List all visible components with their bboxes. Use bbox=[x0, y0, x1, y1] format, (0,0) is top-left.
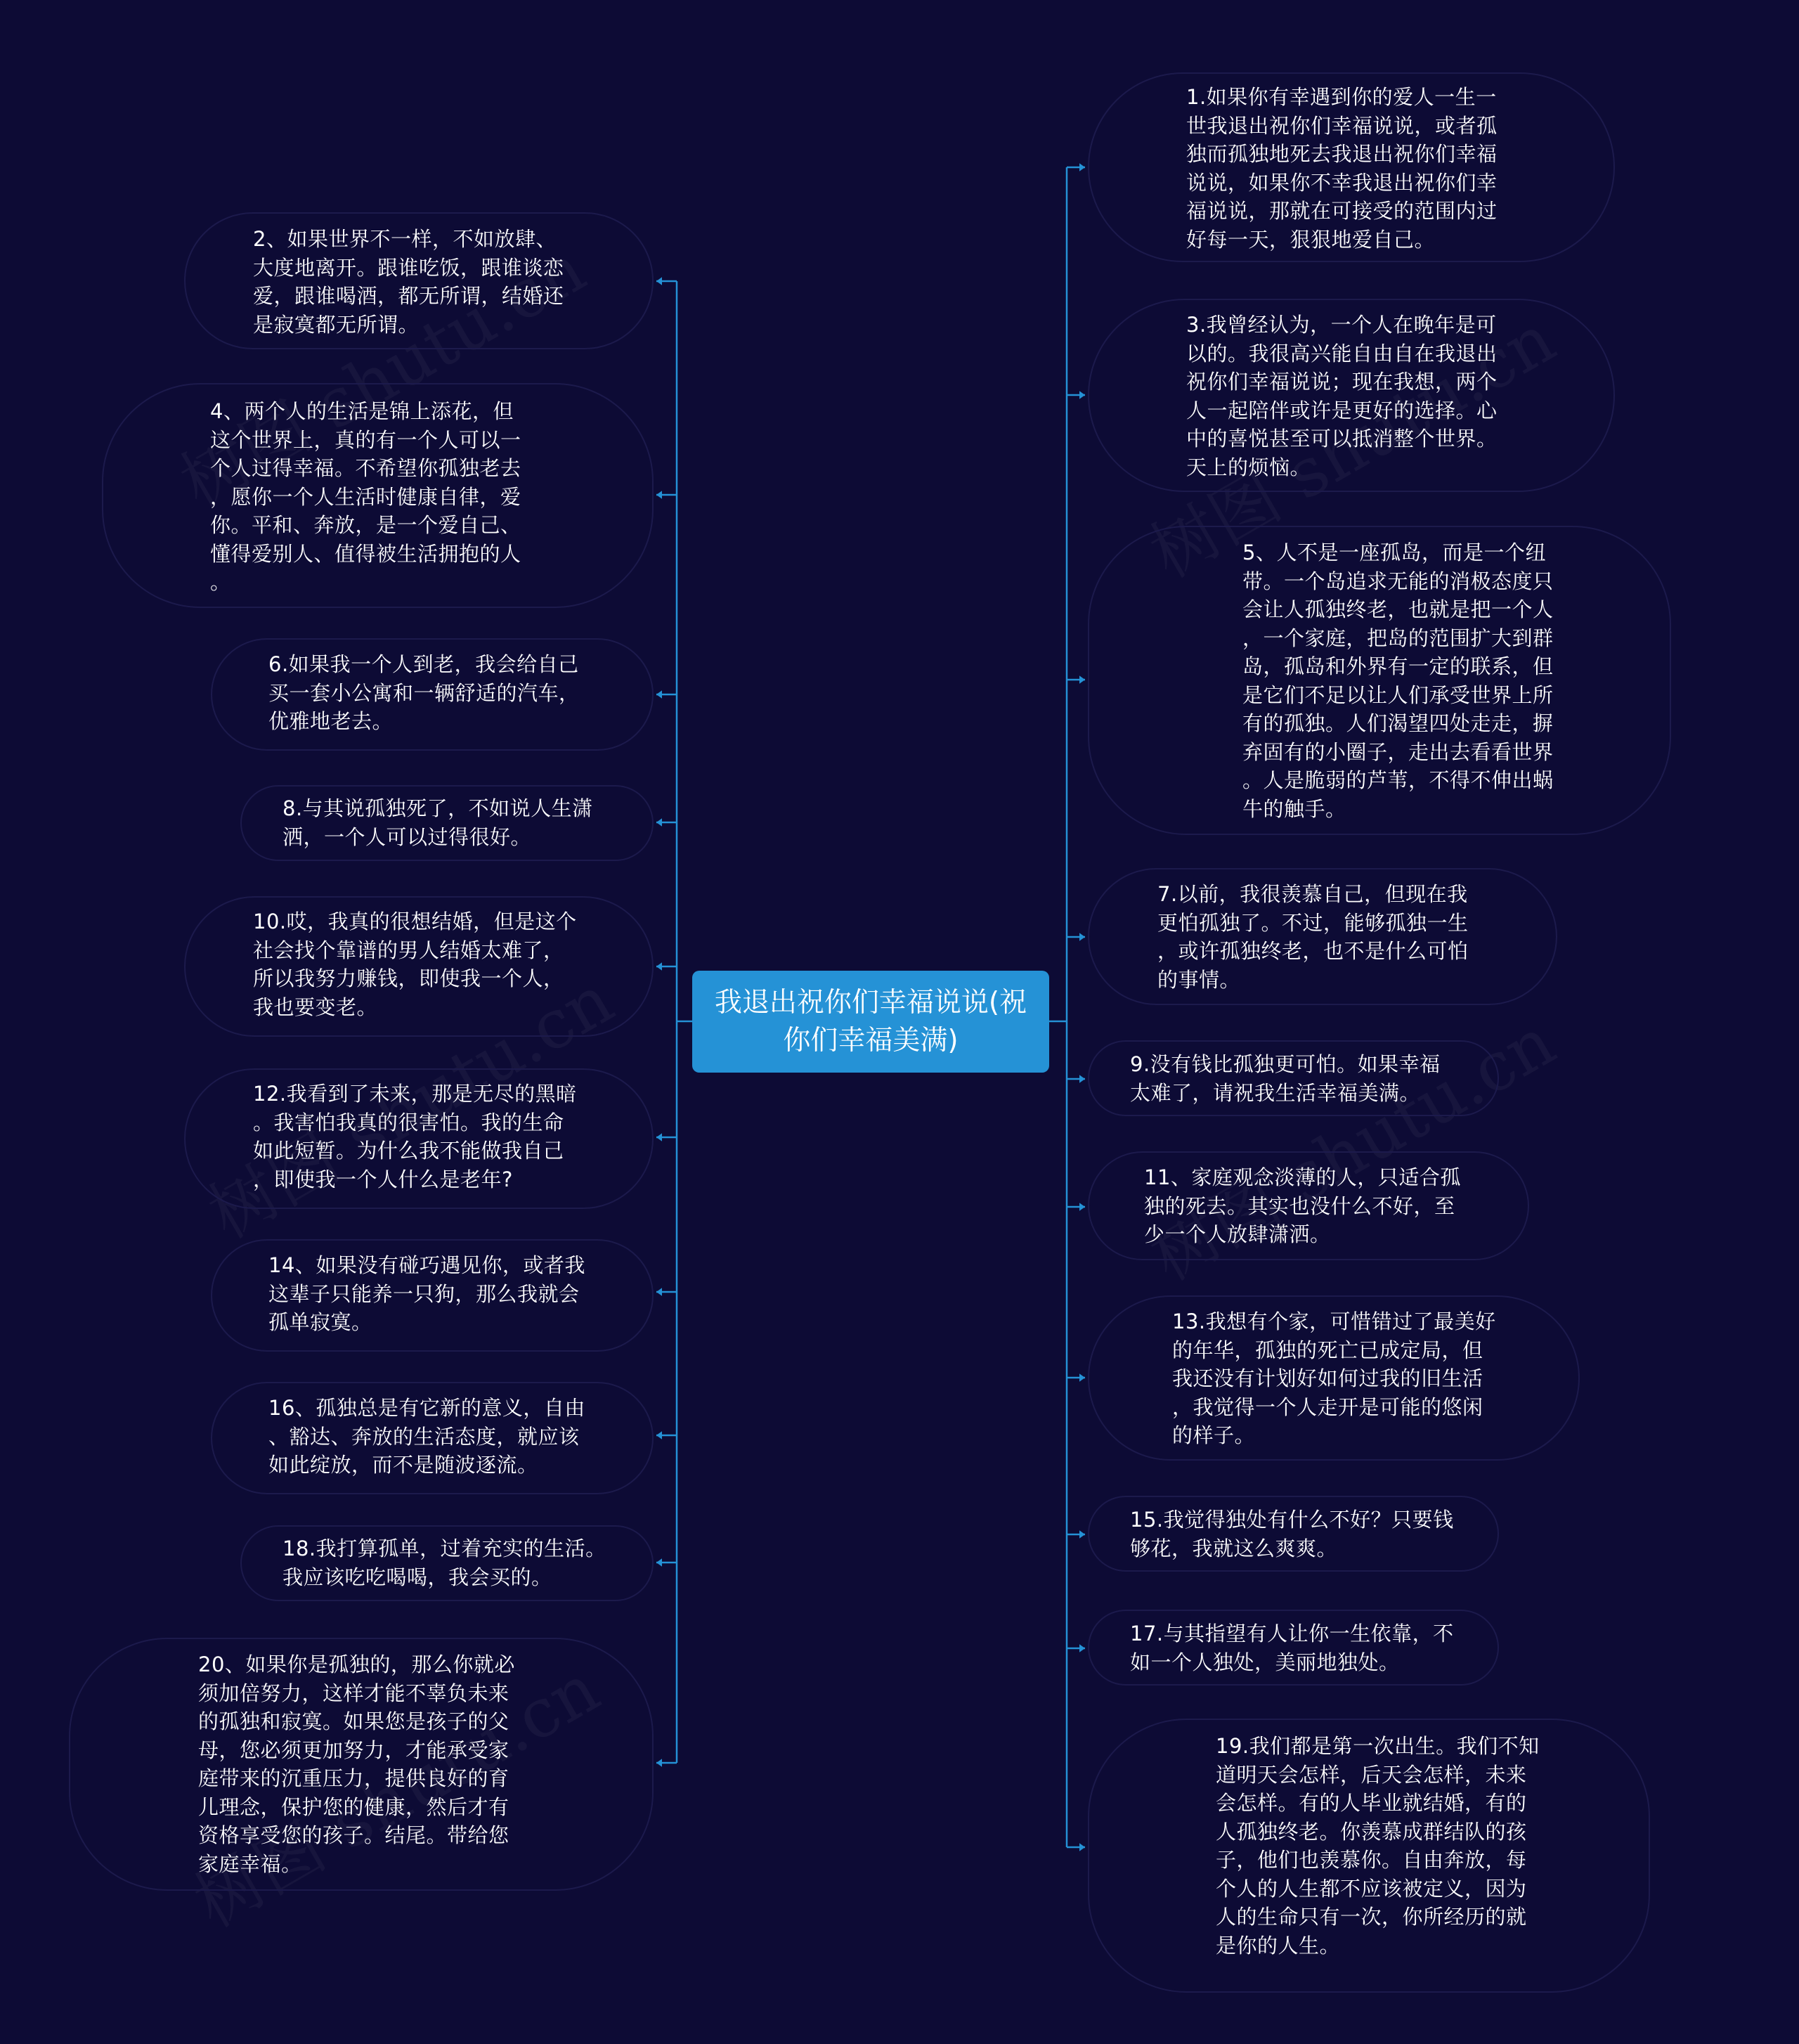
topic-node-14[interactable] bbox=[211, 1239, 654, 1352]
topic-node-text: 15.我觉得独处有什么不好？只要钱 够花，我就这么爽爽。 bbox=[1130, 1508, 1454, 1560]
topic-node-11[interactable] bbox=[1088, 1151, 1529, 1260]
topic-node-text: 10.哎，我真的很想结婚，但是这个 社会找个靠谱的男人结婚太难了， 所以我努力赚钱，即使我一个人， 我也要变老。 bbox=[253, 910, 577, 1019]
branch-arrow-icon bbox=[656, 690, 662, 698]
topic-node-1[interactable] bbox=[1088, 72, 1615, 262]
topic-node-text: 8.与其说孤独死了，不如说人生潇 洒，一个人可以过得很好。 bbox=[282, 796, 593, 849]
topic-node-9[interactable] bbox=[1088, 1040, 1499, 1116]
branch-arrow-icon bbox=[1079, 391, 1085, 399]
topic-node-text: 14、如果没有碰巧遇见你，或者我 这辈子只能养一只狗，那么我就会 孤单寂寞。 bbox=[268, 1253, 585, 1334]
topic-node-text: 17.与其指望有人让你一生依靠，不 如一个人独处，美丽地独处。 bbox=[1130, 1622, 1454, 1674]
topic-node-15[interactable] bbox=[1088, 1496, 1499, 1572]
central-topic[interactable] bbox=[692, 971, 1049, 1073]
topic-node-text: 6.如果我一个人到老，我会给自己 买一套小公寓和一辆舒适的汽车， 优雅地老去。 bbox=[268, 652, 580, 733]
topic-node-4[interactable] bbox=[102, 383, 654, 608]
branch-arrow-icon bbox=[1079, 933, 1085, 940]
topic-node-18[interactable] bbox=[240, 1525, 654, 1601]
branch-arrow-icon bbox=[1079, 1530, 1085, 1538]
topic-node-7[interactable] bbox=[1088, 868, 1557, 1005]
topic-node-16[interactable] bbox=[211, 1382, 654, 1494]
topic-node-8[interactable] bbox=[240, 785, 654, 861]
topic-node-text: 19.我们都是第一次出生。我们不知 道明天会怎样，后天会怎样，未来 会怎样。有的人毕业就结婚，有的 人孤独终老。你羡慕成群结队的孩 子，他们也羡慕你。自由奔放，每 个人的人生都不应该被定义，因为 人的生命只有一次，你所经历的就 是你的人生。 bbox=[1216, 1734, 1540, 1958]
central-topic-label: 我退出祝你们幸福说说(祝 你们幸福美满) bbox=[714, 986, 1027, 1056]
branch-arrow-icon bbox=[1079, 1843, 1085, 1851]
branch-arrow-icon bbox=[1079, 675, 1085, 683]
branch-arrow-icon bbox=[656, 1431, 662, 1439]
branch-arrow-icon bbox=[656, 491, 662, 498]
topic-node-text: 18.我打算孤单，过着充实的生活。 我应该吃吃喝喝，我会买的。 bbox=[282, 1537, 606, 1589]
branch-arrow-icon bbox=[656, 1558, 662, 1566]
branch-arrow-icon bbox=[656, 1133, 662, 1141]
topic-node-17[interactable] bbox=[1088, 1610, 1499, 1686]
branch-arrow-icon bbox=[1079, 1373, 1085, 1381]
branch-arrow-icon bbox=[656, 818, 662, 826]
topic-node-text: 13.我想有个家，可惜错过了最美好 的年华，孤独的死亡已成定局，但 我还没有计划好如何过我的旧生活 ，我觉得一个人走开是可能的悠闲 的样子。 bbox=[1172, 1309, 1496, 1447]
branch-arrow-icon bbox=[656, 962, 662, 970]
topic-node-3[interactable] bbox=[1088, 299, 1615, 492]
branch-arrow-icon bbox=[656, 1288, 662, 1295]
topic-node-text: 12.我看到了未来，那是无尽的黑暗 。我害怕我真的很害怕。我的生命 如此短暂。为什么我不能做我自己 ，即使我一个人什么是老年? bbox=[253, 1082, 577, 1191]
topic-node-text: 11、家庭观念淡薄的人，只适合孤 独的死去。其实也没什么不好，至 少一个人放肆潇洒。 bbox=[1144, 1165, 1461, 1246]
topic-node-text: 9.没有钱比孤独更可怕。如果幸福 太难了，请祝我生活幸福美满。 bbox=[1130, 1052, 1441, 1105]
topic-node-text: 5、人不是一座孤岛，而是一个纽 带。一个岛追求无能的消极态度只 会让人孤独终老，也就是把一个人 ，一个家庭，把岛的范围扩大到群 岛，孤岛和外界有一定的联系，但 是它们不足以让人们承受世界上所 有的孤独。人们渴望四处走走，摒 弃固有的小圈子，走出去看看世界 。人是脆弱的芦苇，不得不伸出蜗 牛的触手。 bbox=[1242, 541, 1554, 821]
topic-node-text: 1.如果你有幸遇到你的爱人一生一 世我退出祝你们幸福说说，或者孤 独而孤独地死去我退出祝你们幸福 说说，如果你不幸我退出祝你们幸 福说说，那就在可接受的范围内过 好每一天，狠狠地爱自己。 bbox=[1186, 85, 1498, 252]
topic-node-12[interactable] bbox=[184, 1068, 654, 1209]
branch-arrow-icon bbox=[1079, 1075, 1085, 1082]
topic-node-20[interactable] bbox=[69, 1638, 654, 1891]
topic-node-2[interactable] bbox=[184, 212, 654, 349]
topic-node-19[interactable] bbox=[1088, 1719, 1650, 1993]
topic-node-6[interactable] bbox=[211, 638, 654, 751]
topic-node-text: 4、两个人的生活是锦上添花，但 这个世界上，真的有一个人可以一 个人过得幸福。不希望你孤独老去 ，愿你一个人生活时健康自律，爱 你。平和、奔放，是一个爱自己、 懂得爱别人、值得被生活拥抱的人 。 bbox=[210, 399, 521, 594]
topic-node-text: 3.我曾经认为，一个人在晚年是可 以的。我很高兴能自由自在我退出 祝你们幸福说说；现在我想，两个 人一起陪伴或许是更好的选择。心 中的喜悦甚至可以抵消整个世界。 天上的烦恼。 bbox=[1186, 313, 1498, 479]
topic-node-text: 7.以前，我很羡慕自己，但现在我 更怕孤独了。不过，能够孤独一生 ，或许孤独终老，也不是什么可怕 的事情。 bbox=[1157, 882, 1469, 992]
topic-node-5[interactable] bbox=[1088, 526, 1671, 835]
branch-arrow-icon bbox=[1079, 163, 1085, 171]
branch-arrow-icon bbox=[656, 1759, 662, 1766]
branch-arrow-icon bbox=[1079, 1203, 1085, 1210]
topic-node-text: 20、如果你是孤独的，那么你就必 须加倍努力，这样才能不辜负未来 的孤独和寂寞。如果您是孩子的父 母，您必须更加努力，才能承受家 庭带来的沉重压力，提供良好的育 儿理念，保护您的健康，然后才有 资格享受您的孩子。结尾。带给您 家庭幸福。 bbox=[198, 1652, 515, 1876]
topic-node-13[interactable] bbox=[1088, 1295, 1580, 1461]
branch-arrow-icon bbox=[1079, 1644, 1085, 1652]
topic-node-10[interactable] bbox=[184, 896, 654, 1037]
branch-arrow-icon bbox=[656, 277, 662, 285]
topic-node-text: 16、孤独总是有它新的意义，自由 、豁达、奔放的生活态度，就应该 如此绽放，而不是随波逐流。 bbox=[268, 1396, 585, 1477]
topic-node-text: 2、如果世界不一样，不如放肆、 大度地离开。跟谁吃饭，跟谁谈恋 爱，跟谁喝酒，都无所谓，结婚还 是寂寞都无所谓。 bbox=[253, 227, 564, 337]
